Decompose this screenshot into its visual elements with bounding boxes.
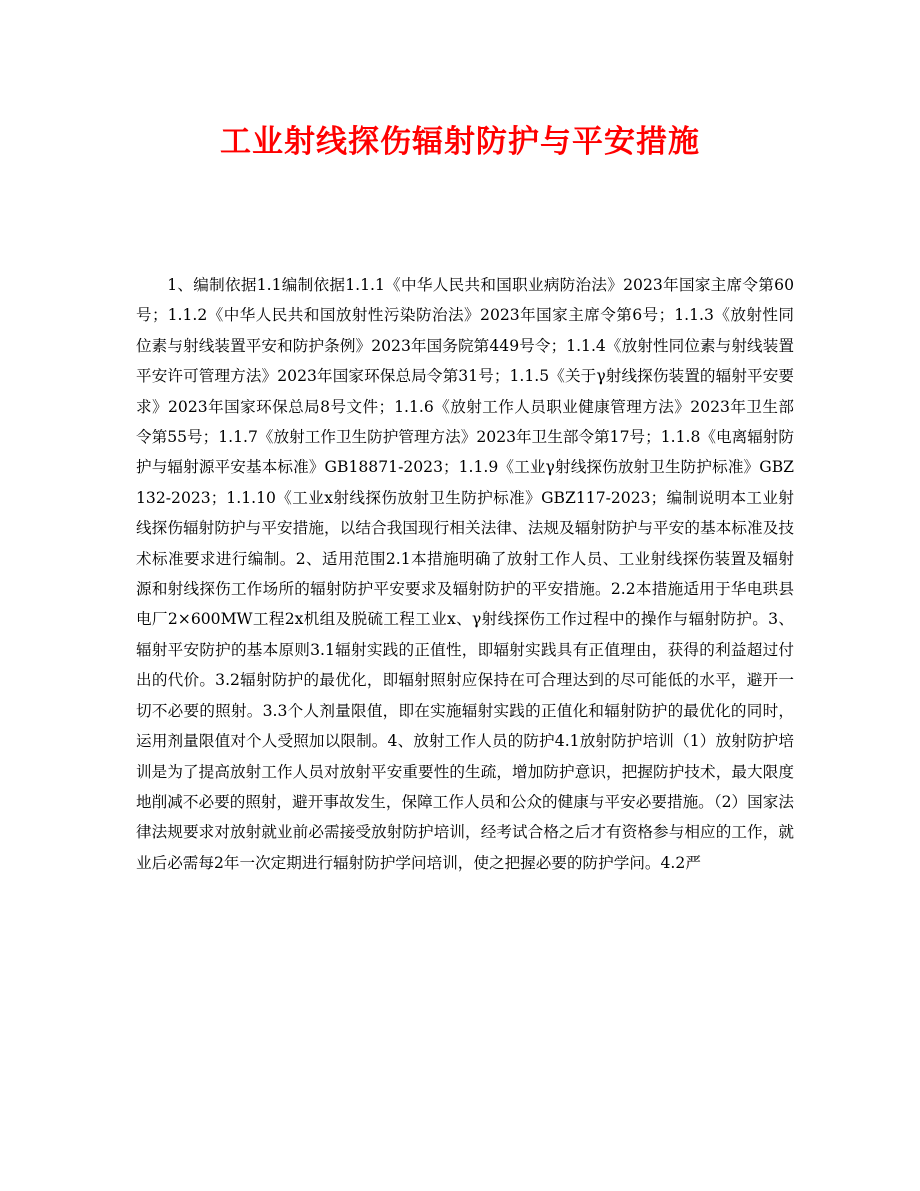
document-title: 工业射线探伤辐射防护与平安措施 (220, 124, 700, 160)
document-body-paragraph: 1、编制依据1.1编制依据1.1.1《中华人民共和国职业病防治法》2023年国家主席令第60号；1.1.2《中华人民共和国放射性污染防治法》2023年国家主席令第6号；1.1.3《放射性同位素与射线装置平安和防护条例》2023年国务院第449号令；1.1.4《放射性同位素与射线装置平安许可管理方法》2023年国家环保总局令第31号；1.1.5《关于γ射线探伤装置的辐射平安要求》2023年国家环保总局8号文件；1.1.6《放射工作人员职业健康管理方法》2023年卫生部令第55号；1.1.7《放射工作卫生防护管理方法》2023年卫生部令第17号；1.1.8《电离辐射防护与辐射源平安基本标准》GB18871-2023；1.1.9《工业γ射线探伤放射卫生防护标准》GBZ132-2023；1.1.10《工业x射线探伤放射卫生防护标准》GBZ117-2023；编制说明本工业射线探伤辐射防护与平安措施，以结合我国现行相关法律、法规及辐射防护与平安的基本标准及技术标准要求进行编制。2、适用范围2.1本措施明确了放射工作人员、工业射线探伤装置及辐射源和射线探伤工作场所的辐射防护平安要求及辐射防护的平安措施。2.2本措施适用于华电珙县电厂2×600MW工程2x机组及脱硫工程工业x、γ射线探伤工作过程中的操作与辐射防护。3、辐射平安防护的基本原则3.1辐射实践的正值性，即辐射实践具有正值理由，获得的利益超过付出的代价。3.2辐射防护的最优化，即辐射照射应保持在可合理达到的尽可能低的水平，避开一切不必要的照射。3.3个人剂量限值，即在实施辐射实践的正值化和辐射防护的最优化的同时，运用剂量限值对个人受照加以限制。4、放射工作人员的防护4.1放射防护培训（1）放射防护培训是为了提高放射工作人员对放射平安重要性的生疏，增加防护意识，把握防护技术，最大限度地削减不必要的照射，避开事故发生，保障工作人员和公众的健康与平安必要措施。（2）国家法律法规要求对放射就业前必需接受放射防护培训，经考试合格之后才有资格参与相应的工作，就业后必需每2年一次定期进行辐射防护学问培训，使之把握必要的防护学问。4.2严 (136, 276, 794, 872)
